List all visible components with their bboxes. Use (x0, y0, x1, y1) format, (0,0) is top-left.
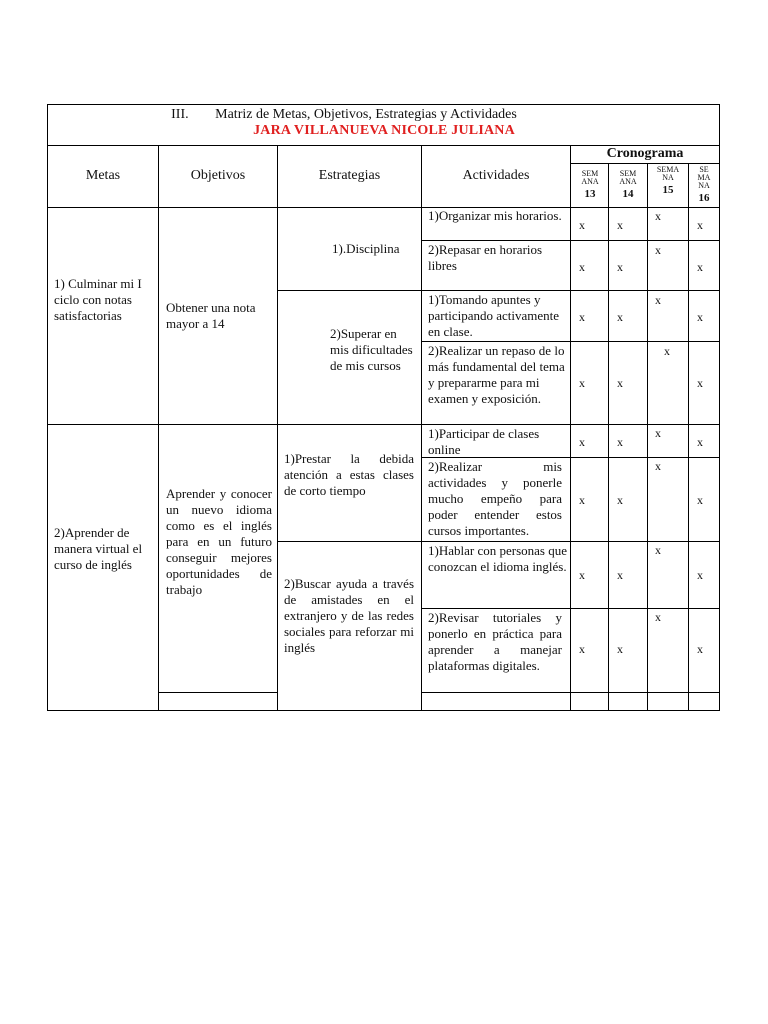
week-15-label: SEMA NA (656, 165, 680, 182)
week-13-number: 13 (584, 188, 596, 200)
mark-r5-w14: x (617, 435, 623, 449)
mark-r7-w13: x (579, 568, 585, 582)
actividad-1: 1)Organizar mis horarios. (428, 208, 562, 223)
header-actividades: Actividades (462, 168, 530, 183)
act-sep-3 (421, 341, 720, 342)
act-sep-1 (421, 240, 720, 241)
week-15-header (652, 166, 684, 196)
meta-1: 1) Culminar mi I ciclo con notas satisfactorias (54, 276, 142, 323)
mark-r2-w16: x (697, 260, 703, 274)
table-border-bottom (47, 710, 720, 711)
strategy-sep-1 (277, 290, 720, 291)
header-separator (47, 207, 720, 208)
col-sep-1 (158, 145, 159, 711)
estrategia-3: 1)Prestar la debida atención a estas clases de corto tiempo (284, 451, 414, 498)
title-heading: Matriz de Metas, Objetivos, Estrategias y Actividades (215, 107, 517, 122)
mark-r6-w16: x (697, 493, 703, 507)
week-sep-1 (608, 163, 609, 711)
actividad-6: 2)Realizar mis actividades y ponerle mucho empeño para poder entender estos cursos importantes. (428, 459, 562, 538)
table-border-left (47, 104, 48, 711)
mark-r8-w16: x (697, 642, 703, 656)
actividad-4: 2)Realizar un repaso de lo más fundamental del tema y prepararme para mi examen y exposición. (428, 343, 565, 406)
actividad-5: 1)Participar de clases online (428, 426, 540, 457)
mark-r6-w14: x (617, 493, 623, 507)
meta-2: 2)Aprender de manera virtual el curso de inglés (54, 525, 143, 572)
mark-r7-w15: x (655, 543, 661, 557)
table-border-right (719, 104, 720, 711)
mark-r3-w16: x (697, 310, 703, 324)
table-border-top (47, 104, 720, 105)
header-estrategias: Estrategias (318, 168, 381, 183)
strategy-sep-3 (277, 541, 720, 542)
week-sep-2 (647, 163, 648, 711)
mark-r3-w15: x (655, 293, 661, 307)
estrategia-2: 2)Superar en mis dificultades de mis cursos (330, 326, 413, 373)
header-metas: Metas (85, 168, 121, 183)
week-14-number: 14 (622, 188, 634, 200)
week-16-number: 16 (698, 192, 710, 204)
activity-bottom-sep (421, 692, 720, 693)
estrategia-1: 1).Disciplina (332, 241, 400, 256)
objective-bottom-sep (158, 692, 277, 693)
mark-r1-w15: x (655, 209, 661, 223)
mark-r5-w15: x (655, 426, 661, 440)
col-sep-4 (570, 145, 571, 711)
table-title (48, 107, 720, 139)
estrategia-4: 2)Buscar ayuda a través de amistades en el extranjero y de las redes sociales para reforzar mi inglés (284, 576, 414, 655)
section-sep-1 (47, 424, 720, 425)
mark-r3-w14: x (617, 310, 623, 324)
mark-r5-w13: x (579, 435, 585, 449)
mark-r1-w16: x (697, 218, 703, 232)
mark-r6-w13: x (579, 493, 585, 507)
col-sep-3 (421, 145, 422, 711)
header-objetivos: Objetivos (190, 168, 246, 183)
cronograma-separator (570, 163, 720, 164)
week-16-header (693, 166, 715, 204)
section-number: III. (171, 107, 189, 122)
week-13-header (574, 170, 606, 200)
mark-r5-w16: x (697, 435, 703, 449)
act-sep-7 (421, 608, 720, 609)
mark-r4-w13: x (579, 376, 585, 390)
mark-r8-w15: x (655, 610, 661, 624)
mark-r2-w14: x (617, 260, 623, 274)
mark-r2-w15: x (655, 243, 661, 257)
mark-r3-w13: x (579, 310, 585, 324)
mark-r7-w14: x (617, 568, 623, 582)
mark-r1-w14: x (617, 218, 623, 232)
mark-r4-w15: x (664, 344, 670, 358)
mark-r8-w14: x (617, 642, 623, 656)
mark-r1-w13: x (579, 218, 585, 232)
mark-r2-w13: x (579, 260, 585, 274)
actividad-2: 2)Repasar en horarios libres (428, 242, 543, 273)
week-sep-3 (688, 163, 689, 711)
week-14-header (612, 170, 644, 200)
actividad-8: 2)Revisar tutoriales y ponerlo en práctica para aprender a manejar plataformas digitales. (428, 610, 562, 673)
actividad-7: 1)Hablar con personas que conozcan el idioma inglés. (428, 543, 567, 574)
col-sep-2 (277, 145, 278, 711)
week-16-label: SE MA NA (697, 165, 711, 190)
actividad-3: 1)Tomando apuntes y participando activamente en clase. (428, 292, 560, 339)
objetivo-2: Aprender y conocer un nuevo idioma como es el inglés para en un futuro conseguir mejores oportunidades de trabajo (166, 486, 272, 597)
mark-r7-w16: x (697, 568, 703, 582)
week-14-label: SEM ANA (619, 169, 637, 186)
week-15-number: 15 (662, 184, 674, 196)
mark-r4-w16: x (697, 376, 703, 390)
header-cronograma: Cronograma (606, 146, 684, 161)
mark-r8-w13: x (579, 642, 585, 656)
student-name: JARA VILLANUEVA NICOLE JULIANA (253, 123, 515, 138)
week-13-label: SEM ANA (581, 169, 599, 186)
mark-r6-w15: x (655, 459, 661, 473)
mark-r4-w14: x (617, 376, 623, 390)
objetivo-1: Obtener una nota mayor a 14 (166, 300, 256, 331)
